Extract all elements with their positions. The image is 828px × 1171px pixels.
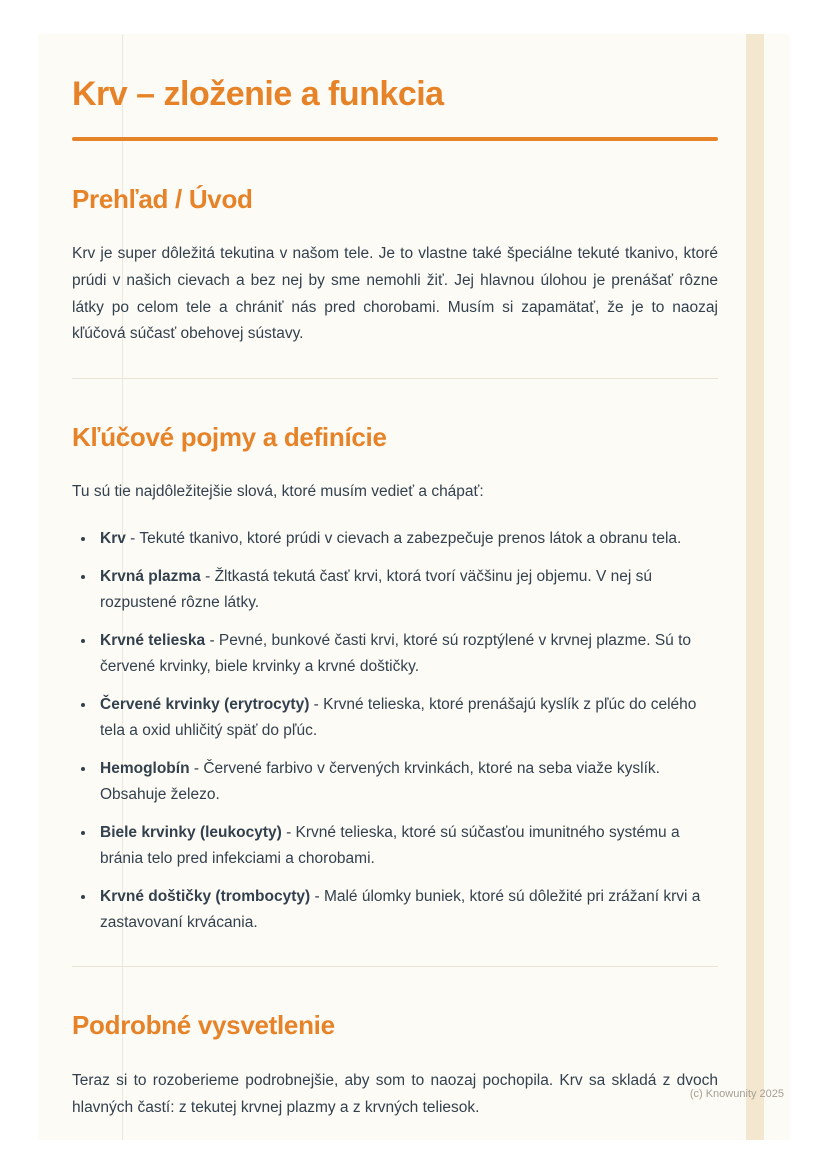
page-edge-strip <box>746 34 764 1140</box>
title-underline-rule <box>72 137 718 141</box>
section-detailed-explanation <box>72 1009 718 1121</box>
key-terms-list <box>72 526 718 936</box>
list-item <box>96 628 718 680</box>
document-page <box>38 34 790 1140</box>
list-item <box>96 526 718 552</box>
section-divider <box>72 966 718 967</box>
page-title: Krv – zloženie a funkcia <box>72 75 444 113</box>
list-item <box>96 820 718 872</box>
term-definition: - Tekuté tkanivo, ktoré prúdi v cievach a zabezpečuje prenos látok a obranu tela. <box>130 530 682 548</box>
term-label: Krvné telieska <box>100 632 206 650</box>
document-content <box>72 74 718 1121</box>
term-label: Krv <box>100 530 126 548</box>
term-definition: - Malé úlomky buniek, ktoré sú dôležité pri zrážaní krvi a zastavovaní krvácania. <box>100 888 701 932</box>
section-overview <box>72 183 718 348</box>
list-item <box>96 756 718 808</box>
term-label: Krvné doštičky (trombocyty) <box>100 888 311 906</box>
term-label: Hemoglobín <box>100 760 190 778</box>
term-definition: - Červené farbivo v červených krvinkách, ktoré na seba viaže kyslík. Obsahuje železo. <box>100 760 660 804</box>
term-label: Červené krvinky (erytrocyty) <box>100 696 310 714</box>
copyright-watermark: (c) Knowunity 2025 <box>689 1088 784 1100</box>
section-heading-detailed: Podrobné vysvetlenie <box>72 1010 335 1041</box>
section-key-terms <box>72 421 718 937</box>
list-item <box>96 564 718 616</box>
term-label: Biele krvinky (leukocyty) <box>100 824 282 842</box>
detailed-paragraph: Teraz si to rozoberieme podrobnejšie, aby som to naozaj pochopila. Krv sa skladá z dvoch hlavných častí: z tekutej krvnej plazmy a z krvných teliesok. <box>72 1071 718 1116</box>
term-definition: - Krvné telieska, ktoré prenášajú kyslík z pľúc do celého tela a oxid uhličitý späť do pľúc. <box>100 696 697 740</box>
term-definition: - Pevné, bunkové časti krvi, ktoré sú rozptýlené v krvnej plazme. Sú to červené krvinky, biele krvinky a krvné doštičky. <box>100 632 692 676</box>
overview-paragraph: Krv je super dôležitá tekutina v našom tele. Je to vlastne také špeciálne tekuté tkanivo, ktoré prúdi v našich cievach a bez nej by sme nemohli žiť. Jej hlavnou úlohou je prenášať rôzne látky po celom tele a chrániť nás pred chorobami. Musím si zapamätať, že je to naozaj kľúčová súčasť obehovej sústavy. <box>72 245 718 343</box>
list-item <box>96 884 718 936</box>
section-divider <box>72 378 718 379</box>
list-item <box>96 692 718 744</box>
term-definition: - Krvné telieska, ktoré sú súčasťou imunitného systému a bránia telo pred infekciami a chorobami. <box>100 824 680 868</box>
term-label: Krvná plazma <box>100 568 201 586</box>
term-definition: - Žltkastá tekutá časť krvi, ktorá tvorí väčšinu jej objemu. V nej sú rozpustené rôzne látky. <box>100 568 652 612</box>
section-heading-key-terms: Kľúčové pojmy a definície <box>72 421 387 452</box>
section-heading-overview: Prehľad / Úvod <box>72 183 253 214</box>
key-terms-intro: Tu sú tie najdôležitejšie slová, ktoré musím vedieť a chápať: <box>72 483 484 501</box>
